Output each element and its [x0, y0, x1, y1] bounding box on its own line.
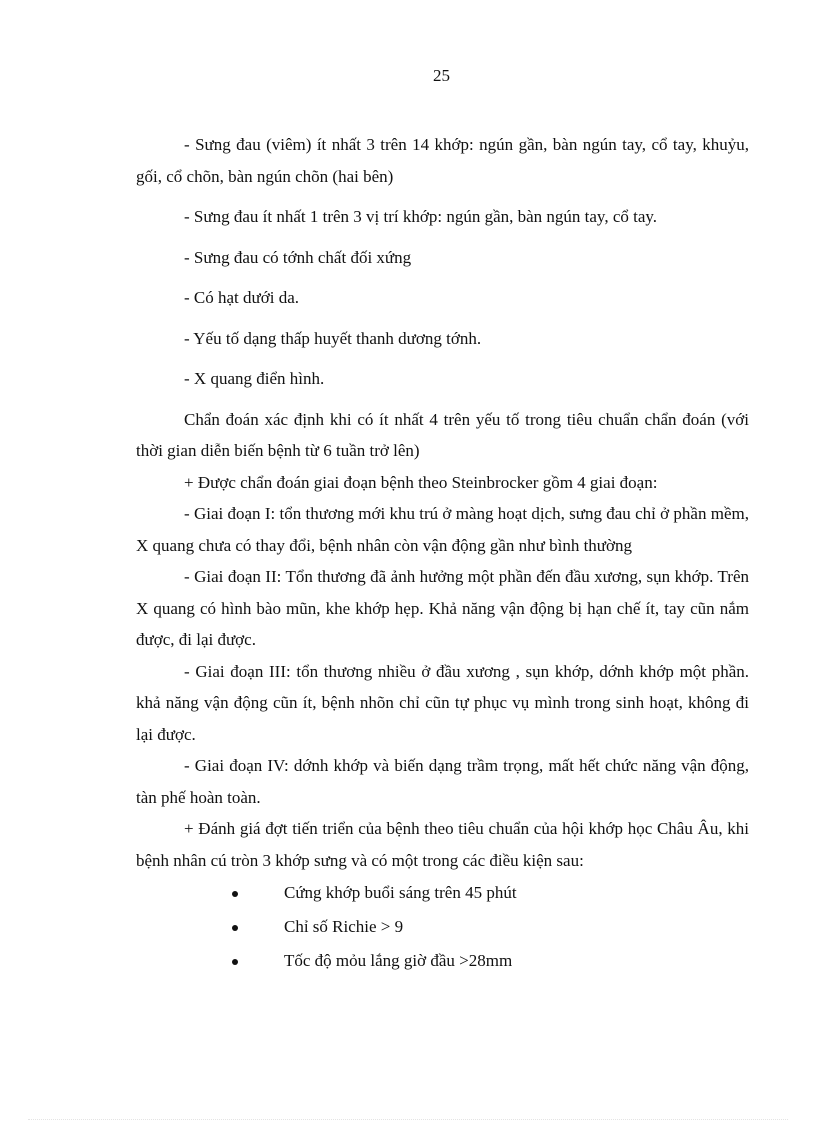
- list-item: [136, 944, 749, 978]
- stage-4-paragraph: - Giai đoạn IV: dớnh khớp và biến dạng trầm trọng, mất hết chức năng vận động, tàn phế hoàn toàn.: [136, 756, 749, 807]
- progression-conditions-list: [136, 876, 749, 978]
- bullet-icon: [232, 891, 238, 897]
- stage-2-paragraph: - Giai đoạn II: Tổn thương đã ảnh hưởng một phần đến đầu xương, sụn khớp. Trên X quang có hình bào mũn, khe khớp hẹp. Khả năng vận động bị hạn chế ít, tay cũn nắm được, đi lại được.: [136, 567, 749, 649]
- progression-paragraph: + Đánh giá đợt tiến triển của bệnh theo tiêu chuẩn của hội khớp học Châu Âu, khi bệnh nhân cú tròn 3 khớp sưng và có một trong các điều kiện sau:: [136, 819, 749, 870]
- criterion-rheumatoid-factor: - Yếu tố dạng thấp huyết thanh dương tớnh.: [184, 328, 482, 348]
- footer-divider: [28, 1119, 788, 1120]
- criterion-swelling-14-joints: - Sưng đau (viêm) ít nhất 3 trên 14 khớp: ngún gần, bàn ngún tay, cổ tay, khuỷu, gối, cổ chõn, bàn ngún chõn (hai bên): [136, 135, 749, 186]
- list-item: [136, 910, 749, 944]
- stage-1-paragraph: - Giai đoạn I: tổn thương mới khu trú ở màng hoạt dịch, sưng đau chỉ ở phần mềm, X quang chưa có thay đổi, bệnh nhân còn vận động gần như bình thường: [136, 504, 749, 555]
- diagnosis-paragraph: Chẩn đoán xác định khi có ít nhất 4 trên yếu tố trong tiêu chuẩn chẩn đoán (với thời gian diễn biến bệnh từ 6 tuần trở lên): [136, 409, 749, 460]
- list-item: [136, 876, 749, 910]
- criterion-xray: - X quang điển hình.: [184, 369, 325, 388]
- list-item-text: Tốc độ mỏu lắng giờ đầu >28mm: [284, 951, 513, 970]
- page-number: 25: [433, 66, 450, 85]
- stage-3-paragraph: - Giai đoạn III: tổn thương nhiều ở đầu xương , sụn khớp, dớnh khớp một phần. khả năng vận động cũn ít, bệnh nhõn chỉ cũn tự phục vụ mình trong sinh hoạt, không đi lại được.: [136, 661, 749, 744]
- criterion-symmetry: - Sưng đau có tớnh chất đối xứng: [184, 247, 412, 267]
- bullet-icon: [232, 959, 238, 965]
- criterion-swelling-3-sites: - Sưng đau ít nhất 1 trên 3 vị trí khớp: ngún gần, bàn ngún tay, cổ tay.: [184, 207, 658, 226]
- bullet-icon: [232, 925, 238, 931]
- list-item-text: Chỉ số Richie > 9: [284, 917, 404, 936]
- document-body: [136, 129, 749, 978]
- list-item-text: Cứng khớp buổi sáng trên 45 phút: [284, 883, 517, 902]
- criterion-nodules: - Có hạt dưới da.: [184, 288, 299, 307]
- steinbrocker-heading: + Được chẩn đoán giai đoạn bệnh theo Steinbrocker gồm 4 giai đoạn:: [184, 472, 658, 492]
